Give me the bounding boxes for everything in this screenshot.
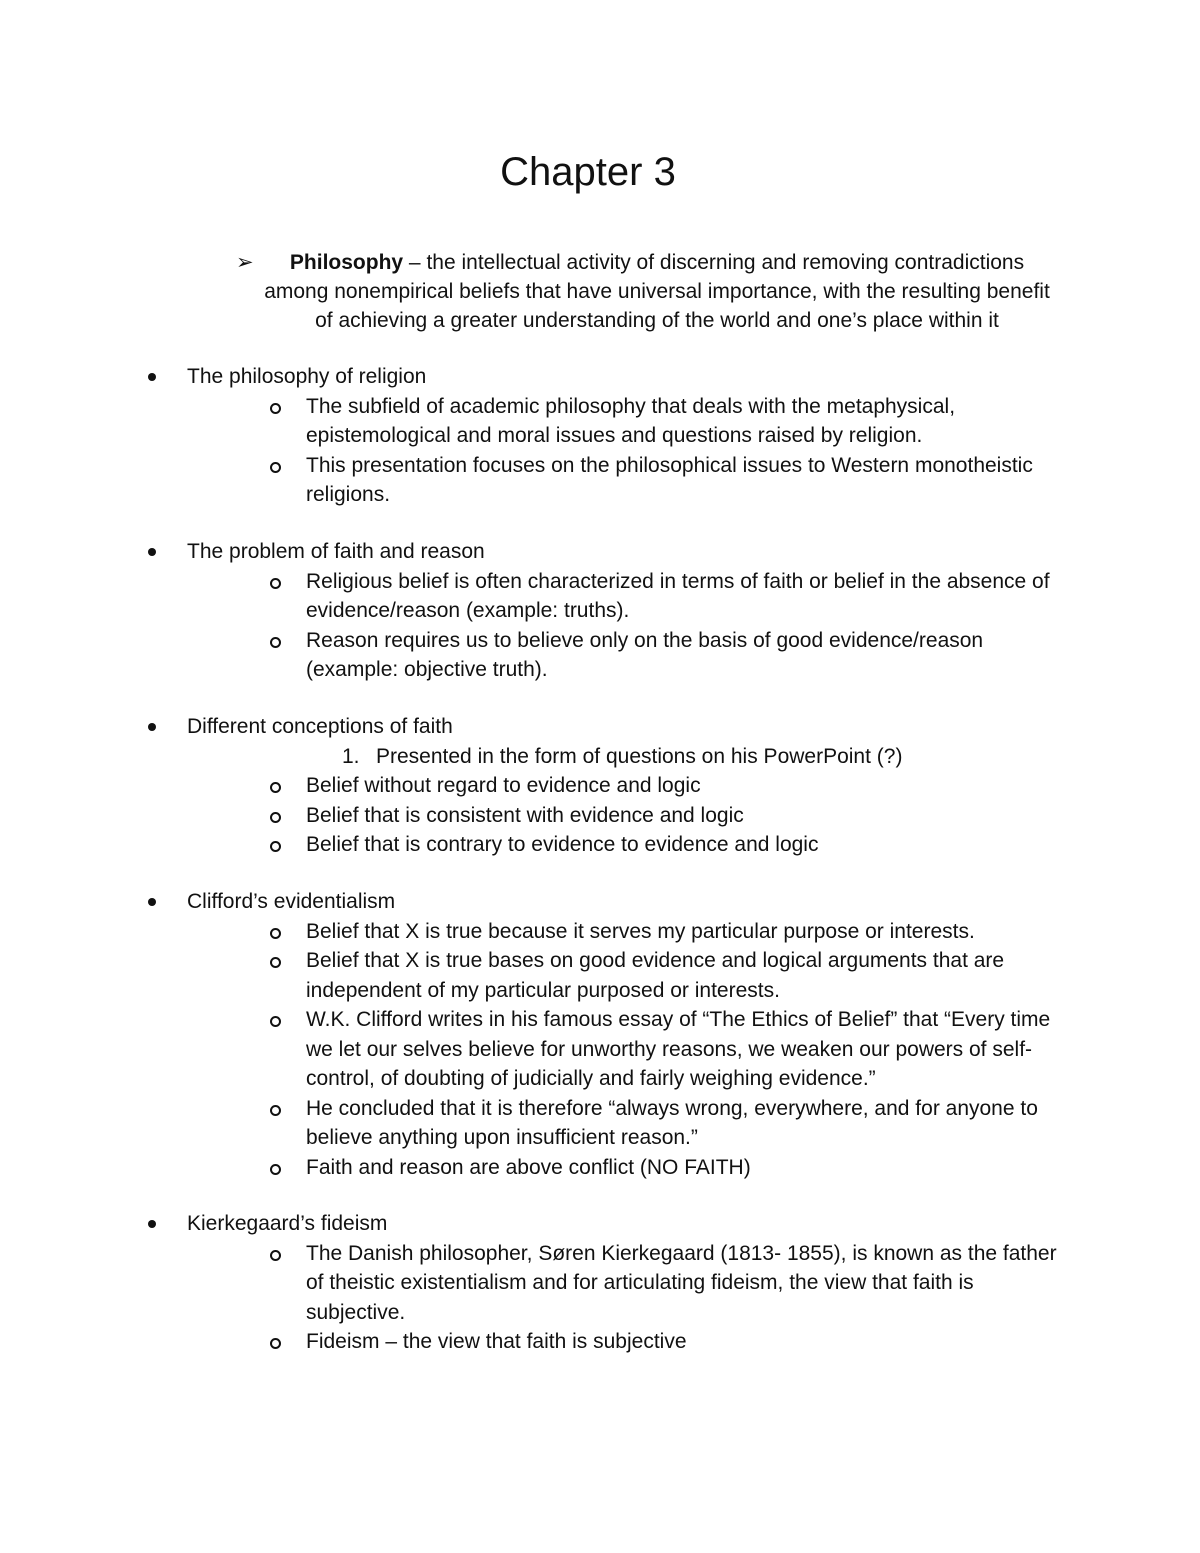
circle-bullet-icon (270, 403, 281, 414)
circle-bullet-icon (270, 1105, 281, 1116)
section-cliffords-evidentialism (0, 887, 1200, 1182)
circle-bullet-icon (270, 957, 281, 968)
list-item: The subfield of academic philosophy that deals with the metaphysical, epistemological and moral issues and questions raised by religion. (0, 392, 1200, 451)
bullet-icon (148, 723, 156, 731)
list-item: Belief that X is true because it serves my particular purpose or interests. (0, 917, 1200, 947)
list-item: This presentation focuses on the philosophical issues to Western monotheistic religions. (0, 451, 1200, 510)
intro-definition (236, 248, 1056, 335)
list-item: Reason requires us to believe only on the basis of good evidence/reason (example: objective truth). (0, 626, 1200, 685)
bullet-icon (148, 548, 156, 556)
bullet-icon (148, 373, 156, 381)
numbered-marker: 1. (342, 744, 360, 768)
list-item: Fideism – the view that faith is subjective (0, 1327, 1200, 1357)
bullet-icon (148, 898, 156, 906)
circle-bullet-icon (270, 812, 281, 823)
section-heading: Clifford’s evidentialism (187, 890, 396, 913)
circle-bullet-icon (270, 841, 281, 852)
intro-term: Philosophy (289, 251, 404, 274)
circle-bullet-icon (270, 1250, 281, 1261)
intro-definition-text: – the intellectual activity of discerning and removing contradictions among nonempirical beliefs that have universal importance, with the resulting benefit of achieving a greater understanding of the world and one’s place within it (264, 251, 1050, 332)
list-item: He concluded that it is therefore “always wrong, everywhere, and for anyone to believe anything upon insufficient reason.” (0, 1094, 1200, 1153)
circle-bullet-icon (270, 1016, 281, 1027)
list-item: The Danish philosopher, Søren Kierkegaard (1813- 1855), is known as the father of theistic existentialism and for articulating fideism, the view that faith is subjective. (0, 1239, 1200, 1328)
section-heading: The philosophy of religion (187, 365, 427, 388)
list-item: Belief without regard to evidence and logic (0, 771, 1200, 801)
list-item: Belief that is consistent with evidence and logic (0, 801, 1200, 831)
bullet-icon (148, 1220, 156, 1228)
section-conceptions-of-faith (0, 712, 1200, 860)
list-item: W.K. Clifford writes in his famous essay of “The Ethics of Belief” that “Every time we let our selves believe for unworthy reasons, we weaken our powers of self-control, of doubting of judicially and fairly weighing evidence.” (0, 1005, 1200, 1094)
section-kierkegaards-fideism (0, 1209, 1200, 1357)
list-item: Belief that is contrary to evidence to evidence and logic (0, 830, 1200, 860)
list-item: Belief that X is true bases on good evidence and logical arguments that are independent of my particular purposed or interests. (0, 946, 1200, 1005)
circle-bullet-icon (270, 637, 281, 648)
numbered-item: 1. Presented in the form of questions on his PowerPoint (?) (0, 742, 1200, 772)
page-title: Chapter 3 (500, 150, 676, 194)
circle-bullet-icon (270, 578, 281, 589)
intro-text (236, 248, 1056, 335)
list-item: Religious belief is often characterized in terms of faith or belief in the absence of evidence/reason (example: truths). (0, 567, 1200, 626)
section-philosophy-of-religion (0, 362, 1200, 510)
section-faith-and-reason (0, 537, 1200, 685)
circle-bullet-icon (270, 928, 281, 939)
section-heading: Kierkegaard’s fideism (187, 1212, 388, 1235)
list-item: Faith and reason are above conflict (NO FAITH) (0, 1153, 1200, 1183)
circle-bullet-icon (270, 1164, 281, 1175)
section-heading: The problem of faith and reason (187, 540, 485, 563)
circle-bullet-icon (270, 782, 281, 793)
arrow-bullet-icon: ➢ (236, 251, 254, 274)
section-heading: Different conceptions of faith (187, 715, 453, 738)
circle-bullet-icon (270, 462, 281, 473)
circle-bullet-icon (270, 1338, 281, 1349)
